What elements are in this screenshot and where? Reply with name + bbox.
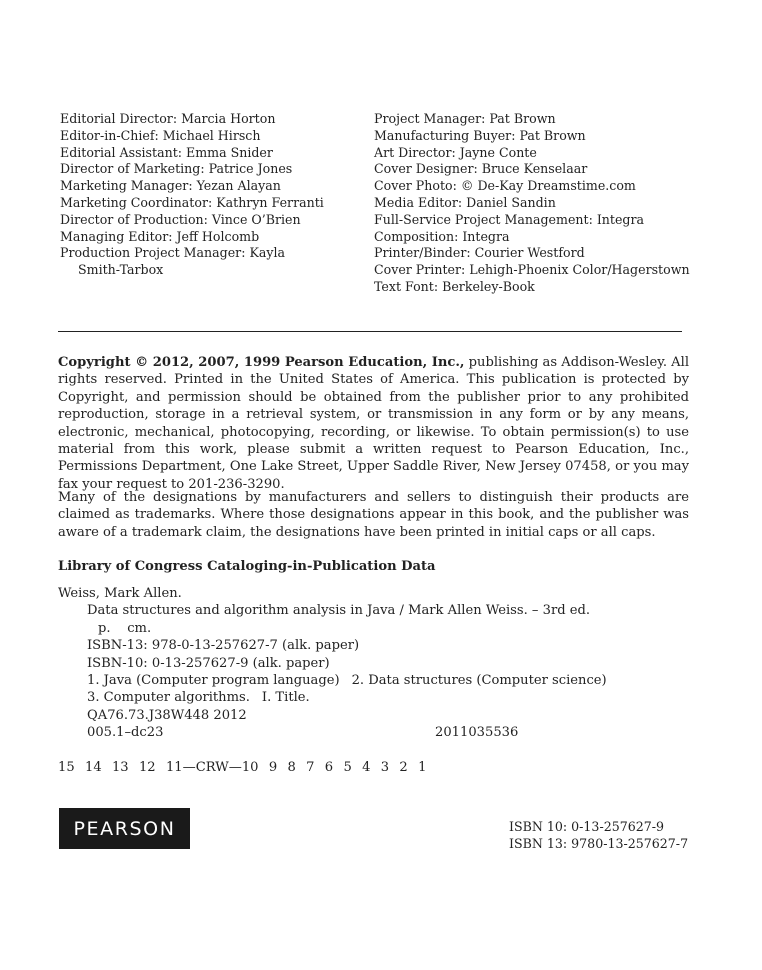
cip-isbn10: ISBN-10: 0-13-257627-9 (alk. paper) — [87, 655, 330, 671]
cip-title: Data structures and algorithm analysis in Java / Mark Allen Weiss. – 3rd ed. — [87, 603, 591, 619]
credit-line: Editor-in-Chief: Michael Hirsch — [60, 127, 261, 143]
credit-line: Manufacturing Buyer: Pat Brown — [374, 127, 586, 143]
cip-subject: 2. Data structures (Computer science) — [351, 673, 607, 689]
credit-line: Full-Service Project Management: Integra — [374, 211, 645, 227]
isbn-10: ISBN 10: 0-13-257627-9 — [509, 819, 665, 834]
cip-heading: Library of Congress Cataloging-in-Publication Data — [58, 559, 436, 574]
credit-line: Project Manager: Pat Brown — [374, 111, 556, 126]
cip-subjects-line-2 — [58, 689, 607, 706]
cip-author: Weiss, Mark Allen. — [58, 586, 182, 601]
cip-isbn13: ISBN-13: 978-0-13-257627-7 (alk. paper) — [87, 638, 360, 654]
credits-left-column — [60, 111, 324, 279]
credit-line: Cover Photo: © De-Kay Dreamstime.com — [374, 178, 636, 194]
copyright-text: publishing as Addison-Wesley. All rights reserved. Printed in the United States of America. This publication is protected by Copyright, and permission should be obtained from the publisher prior to any prohibited reproduction, storage in a retrieval system, or transmission in any form or by any means, electronic, mechanical, photocopying, recording, or likewise. To obtain permission(s) to use material from this work, please submit a written request to Pearson Education, Inc., Permissions Department, One Lake Street, Upper Saddle River, New Jersey 07458, or you may fax your request to 201-236-3290. — [58, 355, 690, 492]
cip-dewey-line — [58, 724, 607, 741]
credit-line: Media Editor: Daniel Sandin — [374, 194, 556, 210]
credit-line: Director of Marketing: Patrice Jones — [60, 161, 293, 177]
isbn-13: ISBN 13: 9780-13-257627-7 — [509, 836, 689, 851]
trademark-notice: Many of the designations by manufacturers and sellers to distinguish their products are claimed as trademarks. Where those designations appear in this book, and the publisher was aware of a trademark claim, the designations have been printed in initial caps or all caps. — [58, 490, 689, 540]
cip-data-block — [58, 585, 607, 742]
credit-line: Editorial Assistant: Emma Snider — [60, 144, 273, 160]
copyright-lead: Copyright © 2012, 2007, 1999 Pearson Education, Inc., — [58, 355, 465, 370]
credit-line: Text Font: Berkeley-Book — [374, 278, 535, 294]
cip-dewey: 005.1–dc23 — [87, 725, 164, 741]
credit-line: Cover Printer: Lehigh-Phoenix Color/Hagerstown — [374, 262, 690, 278]
credits-right-column — [374, 111, 690, 296]
cip-physical: p. cm. — [98, 620, 152, 636]
credit-line: Editorial Director: Marcia Horton — [60, 111, 276, 126]
credit-line: Director of Production: Vince O’Brien — [60, 211, 301, 227]
cip-subject: I. Title. — [261, 690, 310, 706]
credit-line-continuation: Smith-Tarbox — [78, 262, 164, 278]
cip-subject: 3. Computer algorithms. — [87, 690, 250, 706]
cip-lc-class: QA76.73.J38W448 2012 — [87, 707, 247, 723]
credit-line: Printer/Binder: Courier Westford — [374, 245, 585, 261]
credit-line: Composition: Integra — [374, 228, 510, 244]
isbn-block — [509, 818, 688, 852]
credit-line: Art Director: Jayne Conte — [374, 144, 537, 160]
credit-line: Marketing Coordinator: Kathryn Ferranti — [60, 194, 324, 210]
cip-lccn: 2011035536 — [435, 725, 519, 741]
cip-subjects-line-1 — [58, 672, 607, 689]
credit-line: Production Project Manager: Kayla — [60, 245, 286, 261]
pearson-logo: PEARSON — [59, 808, 190, 849]
copyright-notice — [58, 354, 689, 493]
credit-line: Managing Editor: Jeff Holcomb — [60, 228, 260, 244]
credit-line: Marketing Manager: Yezan Alayan — [60, 178, 281, 194]
printing-line: 15 14 13 12 11—CRW—10 9 8 7 6 5 4 3 2 1 — [58, 760, 427, 775]
credit-line: Cover Designer: Bruce Kenselaar — [374, 161, 588, 177]
cip-subject: 1. Java (Computer program language) — [87, 673, 340, 689]
section-divider — [58, 331, 682, 332]
